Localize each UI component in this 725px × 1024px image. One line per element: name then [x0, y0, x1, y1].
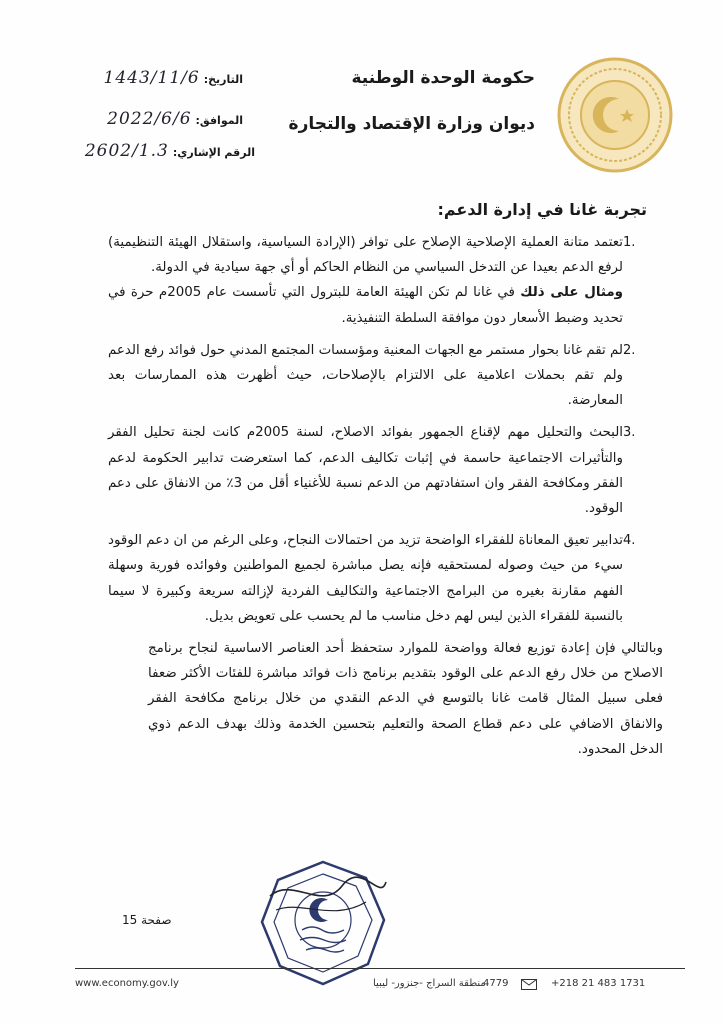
item-text: تعتمد متانة العملية الإصلاحية الإصلاح على توافر (الإرادة السياسية، واستقلال الهيئة التنظيمية) لرفع الدعم بعيدا عن التدخل السياسي من النظام الحاكم أو أي جهة سيادية في الدولة.: [108, 235, 623, 276]
list-item: [108, 230, 663, 331]
footer-divider: [75, 968, 685, 969]
item-number: 1.: [623, 235, 636, 250]
government-name: حكومة الوحدة الوطنية: [351, 68, 535, 88]
ministry-name: ديوان وزارة الإقتصاد والتجارة: [288, 114, 535, 134]
date-value: 1443/11/6: [103, 68, 200, 88]
footer: [75, 978, 685, 996]
item-text: البحث والتحليل مهم لإقناع الجمهور بفوائد الاصلاح، لسنة 2005م كانت لجنة تحليل الفقر والتأثيرات الاجتماعية حاسمة في إثبات تكاليف الدعم، كما استعرضت تدابير الحكومة لدعم الفقر ومكافحة الفقر وان استفادتهم من الدعم نسبة للأغنياء أقل من 3٪ من الانفاق على دعم الوقود.: [108, 425, 623, 517]
document-title: تجربة غانا في إدارة الدعم:: [437, 200, 647, 219]
item-number: 2.: [623, 342, 636, 358]
document-body: [108, 230, 663, 762]
item-example: [108, 280, 623, 330]
ministry-seal-logo: [555, 55, 675, 175]
item-text: تدابير تعيق المعاناة للفقراء الواضحة تزيد من احتمالات النجاح، وعلى الرغم من ان دعم الوقود سيء من حيث وصوله لمستحقيه فإنه يصل مباشرة لجميع المواطنين وفوائده فورية وسهلة الفهم مقارنة بغيره من البرامج الاجتماعية والتكاليف الفردية لإزالته سريعة وكبيرة لا سيما بالنسبة للفقراء الذين ليس لهم دخل مناسب ما لم يحسب على تعويض بديل.: [108, 533, 623, 624]
list-item: [108, 528, 663, 629]
reference-label: الرقم الإشاري:: [172, 146, 255, 159]
list-item: [108, 420, 663, 521]
example-text: في غانا لم تكن الهيئة العامة للبترول التي تأسست عام 2005م حرة في تحديد وضبط الأسعار دون موافقة السلطة التنفيذية.: [108, 285, 623, 326]
date-label: التاريخ:: [203, 73, 243, 86]
list-item: [108, 338, 663, 414]
corresponding-label: الموافق:: [195, 114, 243, 127]
signature: [262, 872, 392, 982]
item-number: 3.: [623, 425, 636, 441]
website-link[interactable]: www.economy.gov.ly: [75, 978, 179, 989]
po-box: 4779: [483, 978, 509, 989]
date-row: [104, 68, 243, 88]
item-number: 4.: [623, 533, 636, 549]
address: منطقة السراج -جنزور- ليبيا: [373, 978, 486, 989]
reference-value: 2602/1.3: [84, 141, 169, 161]
item-text: لم تقم غانا بحوار مستمر مع الجهات المعنية ومؤسسات المجتمع المدني حول فوائد رفع الدعم ولم تقم بحملات اعلامية على الالتزام بالإصلاحات، حيث أظهرت هذه الممارسات بعد المعارضة.: [108, 342, 623, 409]
page-number: صفحة 15: [122, 913, 172, 927]
closing-paragraph: وبالتالي فإن إعادة توزيع فعالة وواضحة للموارد ستحفظ أحد العناصر الاساسية لنجاح برنامج الاصلاح من خلال رفع الدعم على الوقود بتقديم برنامج ذات فوائد مباشرة للفئات الأكثر ضعفا فعلى سبيل المثال قامت غانا بالتوسع في الدعم النقدي من خلال برنامج مكافحة الفقر والانفاق الاضافي على دعم قطاع الصحة والتعليم بتحسين الخدمة وذلك بهدف الدعم ذوي الدخل المحدود.: [148, 641, 663, 757]
corresponding-value: 2022/6/6: [107, 109, 192, 129]
phone-number: +218 21 483 1731: [551, 978, 646, 989]
corresponding-row: [107, 109, 243, 129]
reference-row: [85, 141, 255, 161]
example-lead: ومثال على ذلك: [520, 285, 623, 301]
mail-icon: [521, 979, 537, 990]
